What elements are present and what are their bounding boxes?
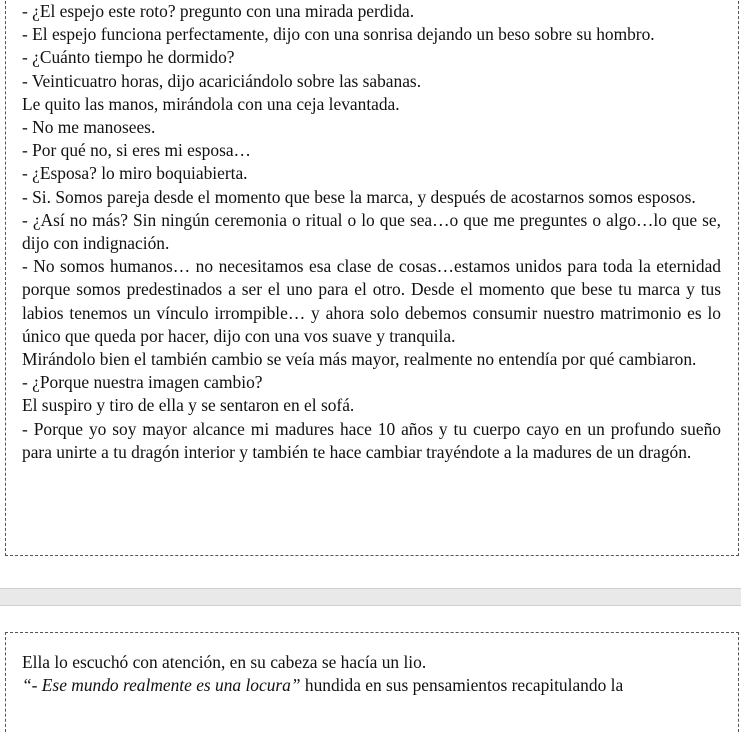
page-2-text <box>22 651 721 697</box>
paragraph: - ¿Esposa? lo miro boquiabierta. <box>22 163 248 184</box>
page-separator <box>0 588 741 606</box>
paragraph-continuation: hundida en sus pensamientos recapitulando la <box>300 675 624 696</box>
paragraph: - Si. Somos pareja desde el momento que bese la marca, y después de acostarnos somos esposos. <box>22 186 696 207</box>
paragraph: - Por qué no, si eres mi esposa… <box>22 140 251 161</box>
paragraph: - ¿Así no más? Sin ningún ceremonia o ritual o lo que sea…o que me preguntes o algo…lo que se, dijo con indignación. <box>22 209 721 254</box>
paragraph: - ¿Cuánto tiempo he dormido? <box>22 47 235 68</box>
paragraph: Mirándolo bien el también cambio se veía más mayor, realmente no entendía por qué cambiaron. <box>22 349 697 370</box>
page-1 <box>5 0 739 556</box>
page-1-text <box>22 0 721 464</box>
paragraph: - No somos humanos… no necesitamos esa clase de cosas…estamos unidos para toda la eternidad porque somos predestinados a ser el uno para el otro. Desde el momento que bese tu marca y tus labios tenemos un vínculo irrompible… y ahora solo debemos consumir nuestro matrimonio es lo único que queda por hacer, dijo con una vos suave y tranquila. <box>22 256 721 346</box>
paragraph: Le quito las manos, mirándola con una ceja levantada. <box>22 93 400 114</box>
paragraph: - ¿El espejo este roto? pregunto con una mirada perdida. <box>22 1 415 21</box>
page-2 <box>5 632 739 732</box>
paragraph: Ella lo escuchó con atención, en su cabeza se hacía un lio. <box>22 652 427 672</box>
paragraph <box>22 674 721 697</box>
paragraph: El suspiro y tiro de ella y se sentaron en el sofá. <box>22 395 355 416</box>
paragraph: - Porque yo soy mayor alcance mi madures hace 10 años y tu cuerpo cayo en un profundo sueño para unirte a tu dragón interior y también te hace cambiar trayéndote a la madures de un dragón. <box>22 418 721 462</box>
paragraph: - ¿Porque nuestra imagen cambio? <box>22 372 263 393</box>
paragraph: - Veinticuatro horas, dijo acariciándolo sobre las sabanas. <box>22 70 422 91</box>
paragraph: - No me manosees. <box>22 117 156 138</box>
paragraph: - El espejo funciona perfectamente, dijo con una sonrisa dejando un beso sobre su hombro. <box>22 24 655 45</box>
italic-quote: “- Ese mundo realmente es una locura” <box>22 675 301 696</box>
